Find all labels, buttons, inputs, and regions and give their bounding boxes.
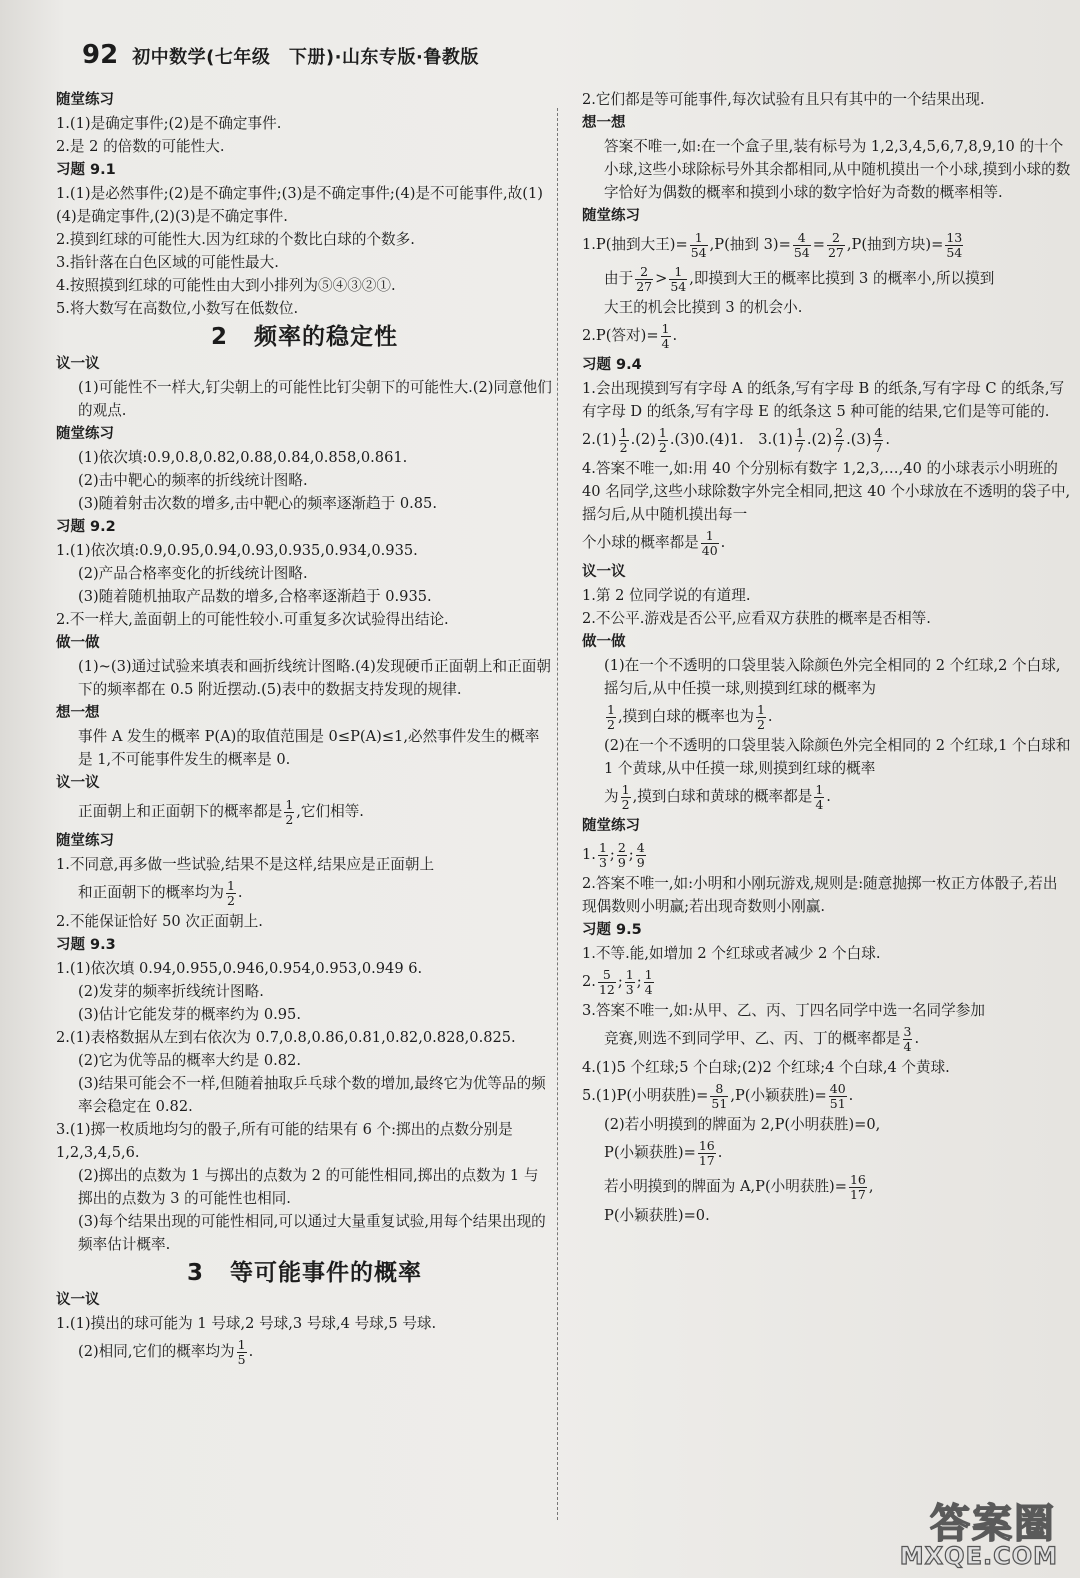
answer-line: 3.(1)掷一枚质地均匀的骰子,所有可能的结果有 6 个:掷出的点数分别是 1,2,3,4,5,6.: [56, 1121, 513, 1161]
fraction: $\frac{2}{27}$: [636, 263, 653, 294]
subsection-heading: 做一做: [56, 635, 100, 651]
answer-line: 竞赛,则选不到同学甲、乙、丙、丁的概率都是 $\frac{3}{4}$ .: [604, 1023, 920, 1054]
answer-line: 2. $\frac{5}{12}$ ; $\frac{1}{3}$ ; $\frac{1}{4}$: [582, 966, 653, 997]
answer-line: (1)可能性不一样大,钉尖朝上的可能性比钉尖朝下的可能性大.(2)同意他们的观点.: [78, 379, 552, 419]
fraction: $\frac{1}{5}$: [237, 1336, 246, 1367]
answer-line: (2)掷出的点数为 1 与掷出的点数为 2 的可能性相同,掷出的点数为 1 与掷出的点数为 3 的可能性也相同.: [78, 1167, 539, 1207]
answer-line: (2)相同,它们的概率均为 $\frac{1}{5}$ .: [78, 1336, 254, 1367]
answer-line: 4.按照摸到红球的可能性由大到小排列为⑤④③②①.: [56, 277, 396, 294]
answer-line: 3.答案不唯一,如:从甲、乙、丙、丁四名同学中选一名同学参加: [582, 1002, 985, 1019]
answer-line: 1.(1)是确定事件;(2)是不确定事件.: [56, 115, 282, 132]
answer-line: 1. $\frac{1}{3}$ ; $\frac{2}{9}$ ; $\frac{4}{9}$: [582, 839, 645, 870]
fraction: $\frac{1}{3}$: [598, 839, 607, 870]
exercise-heading: 习题 9.5: [582, 922, 642, 938]
answer-line: 2.摸到红球的可能性大.因为红球的个数比白球的个数多.: [56, 231, 415, 248]
fraction: $\frac{2}{7}$: [835, 424, 844, 455]
watermark-url: MXQE.COM: [899, 1542, 1058, 1570]
section-title: [56, 1262, 553, 1285]
answer-line: (1)在一个不透明的口袋里装入除颜色外完全相同的 2 个红球,2 个白球,摇匀后,从中任摸一球,则摸到红球的概率为: [604, 657, 1061, 697]
answer-line: P(小颖获胜)=0.: [604, 1207, 710, 1224]
fraction: $\frac{13}{54}$: [946, 229, 963, 260]
subsection-heading: 议一议: [56, 1292, 100, 1308]
answer-line: 答案不唯一,如:在一个盒子里,装有标号为 1,2,3,4,5,6,7,8,9,10 的十个小球,这些小球除标号外其余都相同,从中随机摸出一个小球,摸到小球的数字恰好为偶数的概率和摸到小球的数字恰好为奇数的概率相等.: [604, 138, 1071, 201]
answer-line: (2)在一个不透明的口袋里装入除颜色外完全相同的 2 个红球,1 个白球和 1 个黄球,从中任摸一球,则摸到红球的概率: [604, 737, 1071, 777]
subsection-heading: 议一议: [582, 564, 626, 580]
subsection-heading: 随堂练习: [582, 208, 640, 224]
exercise-heading: 习题 9.4: [582, 357, 642, 373]
subsection-heading: 随堂练习: [56, 92, 114, 108]
answer-line: 若小明摸到的牌面为 A,P(小明获胜)= $\frac{16}{17}$ ,: [604, 1171, 874, 1202]
answer-line: 2.不能保证恰好 50 次正面朝上.: [56, 913, 263, 930]
answer-line: 1.第 2 位同学说的有道理.: [582, 587, 751, 604]
answer-line: 4.答案不唯一,如:用 40 个分别标有数字 1,2,3,…,40 的小球表示小明班的 40 名同学,这些小球除数字外完全相同,把这 40 个小球放在不透明的袋子中,摇匀后,从中随机摸出每一: [582, 460, 1071, 523]
subsection-heading: 随堂练习: [56, 426, 114, 442]
fraction: $\frac{5}{12}$: [598, 966, 615, 997]
right-column: [582, 88, 1072, 1227]
answer-line: (2)产品合格率变化的折线统计图略.: [78, 565, 308, 582]
left-column: [56, 88, 553, 1369]
answer-line: 1.会出现摸到写有字母 A 的纸条,写有字母 B 的纸条,写有字母 C 的纸条,写有字母 D 的纸条,写有字母 E 的纸条这 5 种可能的结果,它们是等可能的.: [582, 380, 1065, 420]
answer-line: (2)发芽的频率折线统计图略.: [78, 983, 264, 1000]
fraction: $\frac{1}{2}$: [226, 877, 235, 908]
subsection-heading: 想一想: [56, 705, 100, 721]
answer-line: (1)依次填:0.9,0.8,0.82,0.88,0.84,0.858,0.861.: [78, 449, 408, 466]
exercise-heading: 习题 9.3: [56, 937, 116, 953]
answer-line: 由于 $\frac{2}{27}$ > $\frac{1}{54}$ ,即摸到大王的概率比摸到 3 的概率小,所以摸到: [604, 263, 995, 294]
answer-line: 个小球的概率都是 $\frac{1}{40}$ .: [582, 527, 726, 558]
answer-line: (3)估计它能发芽的概率约为 0.95.: [78, 1006, 301, 1023]
fraction: $\frac{2}{27}$: [827, 229, 844, 260]
fraction: $\frac{1}{54}$: [690, 229, 707, 260]
book-title: 初中数学(七年级 下册)·山东专版·鲁教版: [132, 47, 479, 68]
fraction: $\frac{1}{4}$: [815, 781, 824, 812]
section-number: 3: [186, 1260, 204, 1286]
answer-line: (2)若小明摸到的牌面为 2,P(小明获胜)=0,: [604, 1116, 881, 1133]
subsection-heading: 议一议: [56, 356, 100, 372]
fraction: $\frac{1}{2}$: [607, 701, 615, 732]
exercise-heading: 习题 9.1: [56, 162, 116, 178]
section-number: 2: [210, 324, 228, 350]
answer-line: (3)结果可能会不一样,但随着抽取乒乓球个数的增加,最终它为优等品的频率会稳定在 0.82.: [78, 1075, 546, 1115]
answer-line: (3)每个结果出现的可能性相同,可以通过大量重复试验,用每个结果出现的频率估计概率.: [78, 1213, 546, 1253]
answer-line: 为 $\frac{1}{2}$ ,摸到白球和黄球的概率都是 $\frac{1}{4}$ .: [604, 781, 831, 812]
answer-line: 1.(1)摸出的球可能为 1 号球,2 号球,3 号球,4 号球,5 号球.: [56, 1315, 437, 1332]
section-name: 频率的稳定性: [254, 324, 398, 350]
answer-line: (2)击中靶心的频率的折线统计图略.: [78, 472, 308, 489]
fraction: $\frac{1}{4}$: [661, 320, 670, 351]
fraction: $\frac{1}{2}$: [619, 424, 628, 455]
fraction: $\frac{1}{2}$: [285, 796, 294, 827]
answer-line: 2.是 2 的倍数的可能性大.: [56, 138, 225, 155]
fraction: $\frac{8}{51}$: [711, 1080, 728, 1111]
answer-line: 1.不等.能,如增加 2 个红球或者减少 2 个白球.: [582, 945, 881, 962]
fraction: $\frac{1}{2}$: [756, 701, 765, 732]
subsection-heading: 做一做: [582, 634, 626, 650]
answer-line: $\frac{1}{2}$ ,摸到白球的概率也为 $\frac{1}{2}$ .: [607, 701, 773, 732]
answer-line: 2.(1)表格数据从左到右依次为 0.7,0.8,0.86,0.81,0.82,0.828,0.825.: [56, 1029, 516, 1046]
answer-line: (1)~(3)通过试验来填表和画折线统计图略.(4)发现硬币正面朝上和正面朝下的频率都在 0.5 附近摆动.(5)表中的数据支持发现的规律.: [78, 658, 551, 698]
fraction: $\frac{1}{2}$: [658, 424, 667, 455]
answer-line: 4.(1)5 个红球;5 个白球;(2)2 个红球;4 个白球,4 个黄球.: [582, 1059, 950, 1076]
answer-line: (2)它为优等品的概率大约是 0.82.: [78, 1052, 301, 1069]
answer-line: 5.(1)P(小明获胜)= $\frac{8}{51}$ ,P(小颖获胜)= $\frac{40}{51}$ .: [582, 1080, 854, 1111]
answer-line: 2.(1) $\frac{1}{2}$ .(2) $\frac{1}{2}$ .(3)0.(4)1. 3.(1) $\frac{1}{7}$ .(2) $\frac{2}{7}$ .(3) $\frac{4}{7}$ .: [582, 424, 890, 455]
fraction: $\frac{1}{2}$: [621, 781, 630, 812]
fraction: $\frac{1}{40}$: [701, 527, 718, 558]
subsection-heading: 随堂练习: [56, 833, 114, 849]
fraction: $\frac{16}{17}$: [698, 1137, 715, 1168]
answer-line: 1.(1)依次填 0.94,0.955,0.946,0.954,0.953,0.949 6.: [56, 960, 423, 977]
answer-line: 2.不一样大,盖面朝上的可能性较小.可重复多次试验得出结论.: [56, 611, 449, 628]
fraction: $\frac{1}{4}$: [644, 966, 653, 997]
fraction: $\frac{4}{7}$: [874, 424, 883, 455]
site-watermark: [856, 1492, 1066, 1570]
section-title: [56, 326, 553, 349]
answer-line: 和正面朝下的概率均为 $\frac{1}{2}$ .: [78, 877, 243, 908]
answer-line: 2.P(答对)= $\frac{1}{4}$ .: [582, 320, 678, 351]
answer-line: 1.(1)是必然事件;(2)是不确定事件;(3)是不确定事件;(4)是不可能事件,故(1)(4)是确定事件,(2)(3)是不确定事件.: [56, 185, 543, 225]
watermark-logo-text: 答案圈: [930, 1501, 1056, 1547]
fraction: $\frac{3}{4}$: [903, 1023, 912, 1054]
fraction: $\frac{1}{3}$: [625, 966, 634, 997]
exercise-heading: 习题 9.2: [56, 519, 116, 535]
page-number: 92: [82, 40, 119, 70]
answer-line: 3.指针落在白色区域的可能性最大.: [56, 254, 279, 271]
answer-line: 大王的机会比摸到 3 的机会小.: [604, 299, 803, 316]
answer-line: 2.答案不唯一,如:小明和小刚玩游戏,规则是:随意抛掷一枚正方体骰子,若出现偶数则小明赢;若出现奇数则小刚赢.: [582, 875, 1058, 915]
fraction: $\frac{1}{7}$: [795, 424, 804, 455]
section-name: 等可能事件的概率: [230, 1260, 422, 1286]
answer-line: 5.将大数写在高数位,小数写在低数位.: [56, 300, 299, 317]
fraction: $\frac{40}{51}$: [829, 1080, 846, 1111]
subsection-heading: 想一想: [582, 115, 626, 131]
column-divider: [557, 108, 558, 1520]
answer-line: (3)随着射击次数的增多,击中靶心的频率逐渐趋于 0.85.: [78, 495, 437, 512]
answer-line: 1.不同意,再多做一些试验,结果不是这样,结果应是正面朝上: [56, 856, 435, 873]
answer-line: P(小颖获胜)= $\frac{16}{17}$ .: [604, 1137, 723, 1168]
subsection-heading: 随堂练习: [582, 818, 640, 834]
fraction: $\frac{2}{9}$: [617, 839, 626, 870]
answer-line: 2.不公平.游戏是否公平,应看双方获胜的概率是否相等.: [582, 610, 931, 627]
answer-line: 1.(1)依次填:0.9,0.95,0.94,0.93,0.935,0.934,0.935.: [56, 542, 418, 559]
fraction: $\frac{1}{54}$: [670, 263, 687, 294]
fraction: $\frac{4}{9}$: [636, 839, 645, 870]
answer-line: 事件 A 发生的概率 P(A)的取值范围是 0≤P(A)≤1,必然事件发生的概率是 1,不可能事件发生的概率是 0.: [78, 728, 540, 768]
answer-line: 1.P(抽到大王)= $\frac{1}{54}$ ,P(抽到 3)= $\frac{4}{54}$ = $\frac{2}{27}$ ,P(抽到方块)= $\frac{13}{54}$: [582, 229, 963, 260]
subsection-heading: 议一议: [56, 775, 100, 791]
page-header: [82, 40, 479, 74]
fraction: $\frac{16}{17}$: [849, 1171, 866, 1202]
fraction: $\frac{4}{54}$: [793, 229, 810, 260]
answer-line: (3)随着随机抽取产品数的增多,合格率逐渐趋于 0.935.: [78, 588, 432, 605]
answer-line: 2.它们都是等可能事件,每次试验有且只有其中的一个结果出现.: [582, 91, 985, 108]
answer-line: 正面朝上和正面朝下的概率都是 $\frac{1}{2}$ ,它们相等.: [78, 796, 364, 827]
